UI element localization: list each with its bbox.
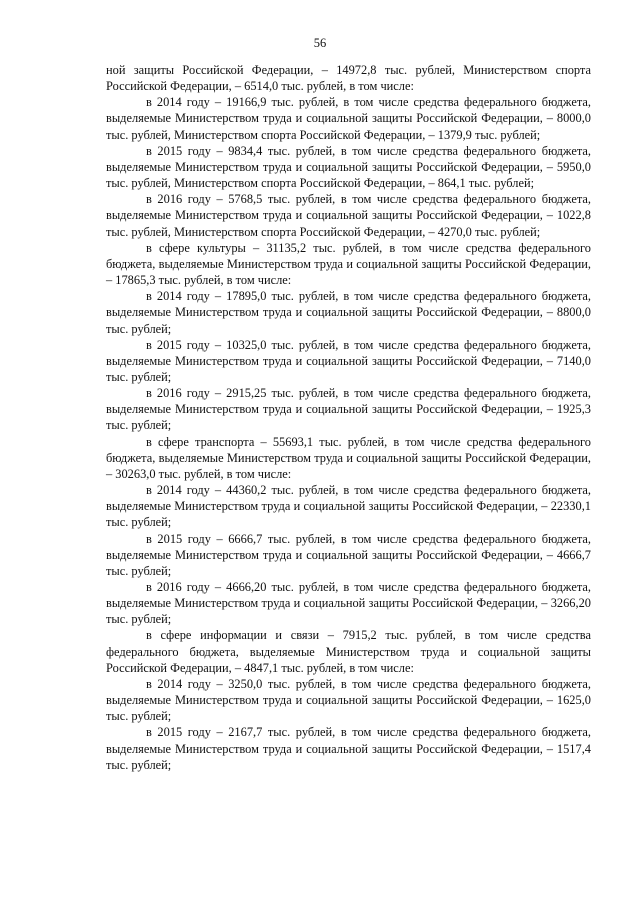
paragraph-continuation: ной защиты Российской Федерации, – 14972,8 тыс. рублей, Министерством спорта Российской Федерации, – 6514,0 тыс. рублей, в том числе: (106, 63, 591, 94)
paragraph-culture-2015: в 2015 году – 10325,0 тыс. рублей, в том числе средства федерального бюджета, выделяемые Министерством труда и социальной защиты Российской Федерации, – 7140,0 тыс. рублей; (106, 337, 591, 384)
paragraph-culture-2016: в 2016 году – 2915,25 тыс. рублей, в том числе средства федерального бюджета, выделяемые Министерством труда и социальной защиты Российской Федерации, – 1925,3 тыс. рублей; (106, 386, 591, 433)
page-number: 56 (313, 36, 327, 50)
paragraph-transport-2015: в 2015 году – 6666,7 тыс. рублей, в том числе средства федерального бюджета, выделяемые Министерством труда и социальной защиты Российской Федерации, – 4666,7 тыс. рублей; (106, 531, 591, 578)
paragraph-information-2014: в 2014 году – 3250,0 тыс. рублей, в том числе средства федерального бюджета, выделяемые Министерством труда и социальной защиты Российской Федерации, – 1625,0 тыс. рублей; (106, 676, 591, 724)
document-body (106, 62, 591, 773)
paragraph-sport-2014: в 2014 году – 19166,9 тыс. рублей, в том числе средства федерального бюджета, выделяемые Министерством труда и социальной защиты Российской Федерации, – 8000,0 тыс. рублей, Министерством спорта Российской Федерации, – 1379,9 тыс. рублей; (106, 95, 591, 142)
paragraph-transport-total: в сфере транспорта – 55693,1 тыс. рублей, в том числе средства федерального бюджета, выделяемые Министерством труда и социальной защиты Российской Федерации, – 30263,0 тыс. рублей, в том числе: (106, 434, 591, 481)
paragraph-sport-2016: в 2016 году – 5768,5 тыс. рублей, в том числе средства федерального бюджета, выделяемые Министерством труда и социальной защиты Российской Федерации, – 1022,8 тыс. рублей, Министерством спорта Российской Федерации, – 4270,0 тыс. рублей; (106, 192, 591, 239)
paragraph-transport-2014: в 2014 году – 44360,2 тыс. рублей, в том числе средства федерального бюджета, выделяемые Министерством труда и социальной защиты Российской Федерации, – 22330,1 тыс. рублей; (106, 483, 591, 530)
paragraph-information-total: в сфере информации и связи – 7915,2 тыс. рублей, в том числе средства федерального бюджета, выделяемые Министерством труда и социальной защиты Российской Федерации, – 4847,1 тыс. рублей, в том числе: (106, 628, 591, 675)
paragraph-culture-2014: в 2014 году – 17895,0 тыс. рублей, в том числе средства федерального бюджета, выделяемые Министерством труда и социальной защиты Российской Федерации, – 8800,0 тыс. рублей; (106, 289, 591, 336)
paragraph-transport-2016: в 2016 году – 4666,20 тыс. рублей, в том числе средства федерального бюджета, выделяемые Министерством труда и социальной защиты Российской Федерации, – 3266,20 тыс. рублей; (106, 580, 591, 627)
paragraph-sport-2015: в 2015 году – 9834,4 тыс. рублей, в том числе средства федерального бюджета, выделяемые Министерством труда и социальной защиты Российской Федерации, – 5950,0 тыс. рублей, Министерством спорта Российской Федерации, – 864,1 тыс. рублей; (106, 143, 591, 191)
paragraph-culture-total: в сфере культуры – 31135,2 тыс. рублей, в том числе средства федерального бюджета, выделяемые Министерством труда и социальной защиты Российской Федерации, – 17865,3 тыс. рублей, в том числе: (106, 240, 591, 288)
paragraph-information-2015: в 2015 году – 2167,7 тыс. рублей, в том числе средства федерального бюджета, выделяемые Министерством труда и социальной защиты Российской Федерации, – 1517,4 тыс. рублей; (106, 725, 591, 772)
